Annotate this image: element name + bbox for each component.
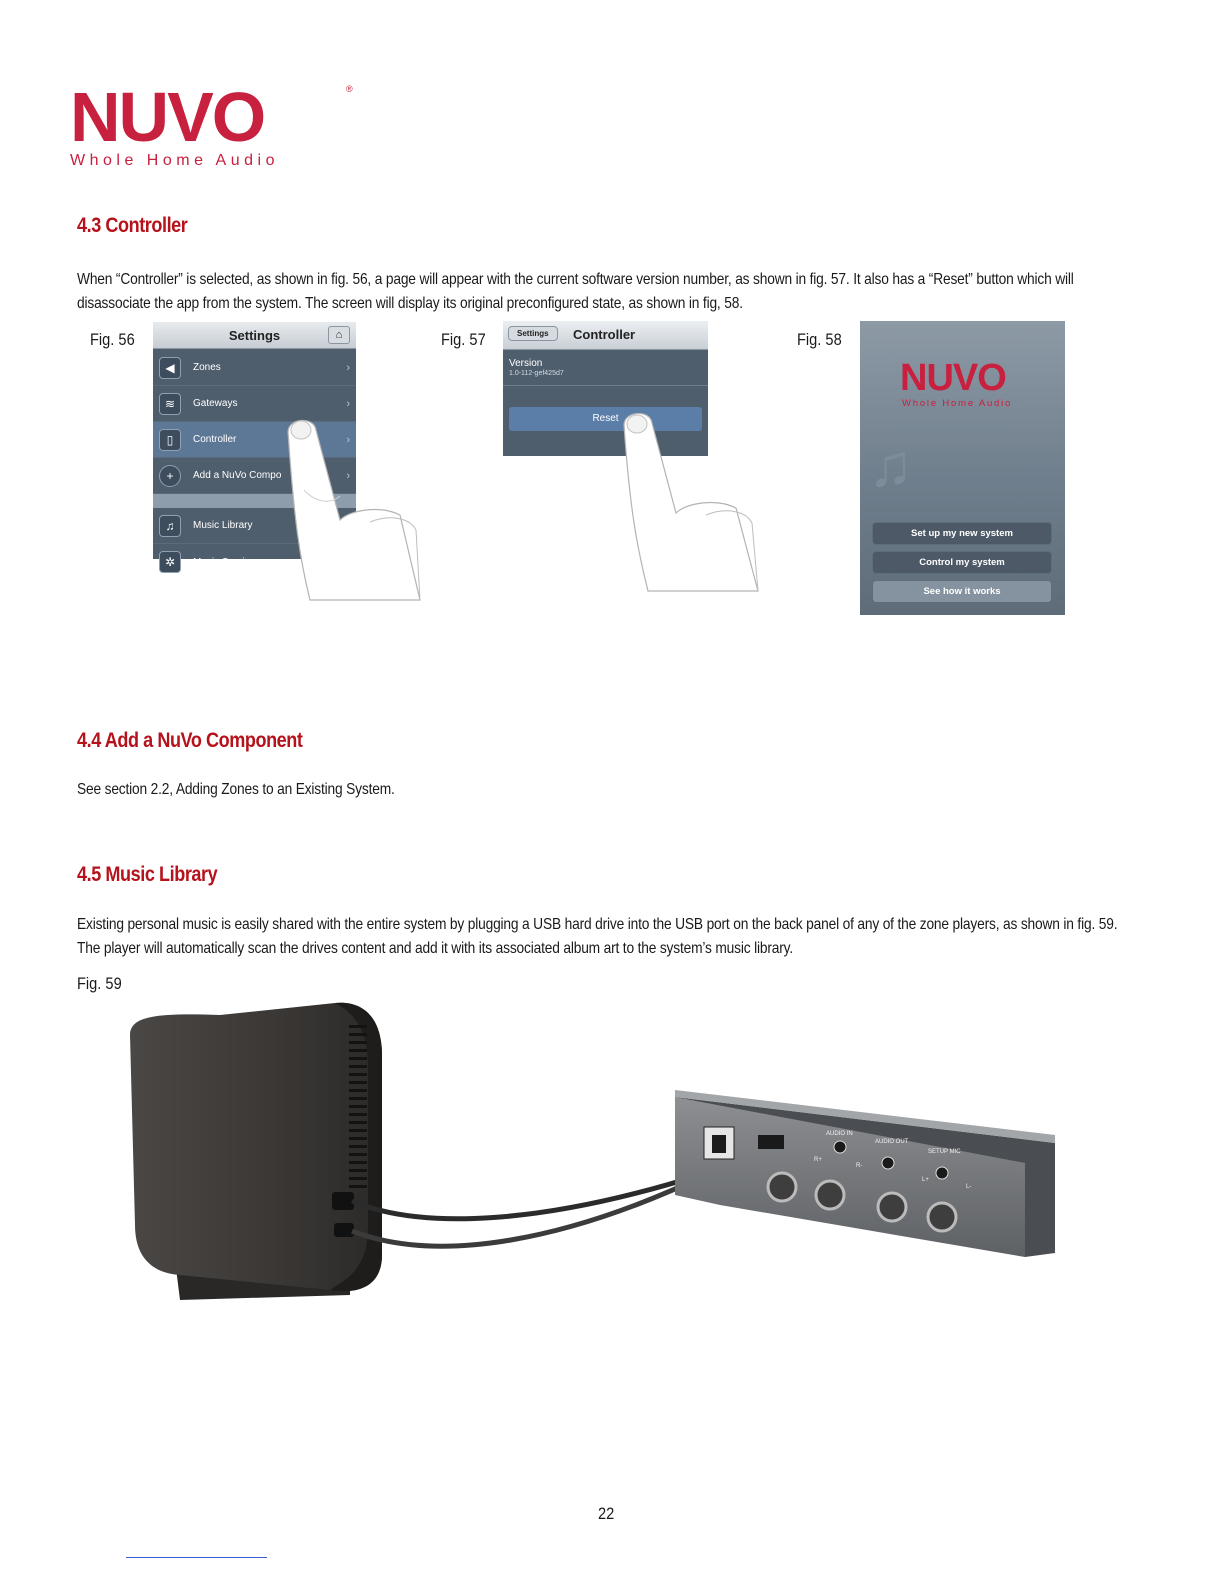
control-my-system-button[interactable]: Control my system [872,551,1052,574]
r-plus-label: R+ [814,1157,822,1163]
wifi-icon: ≋ [159,393,181,415]
fig58-label: Fig. 58 [797,330,842,349]
fig56-label: Fig. 56 [90,330,135,349]
fig56-row-label: Music Library [193,520,253,531]
brand-tagline: Whole Home Audio [70,152,279,169]
fig57-label: Fig. 57 [441,330,486,349]
heading-add-component: 4.4 Add a NuVo Component [77,729,303,752]
music-para-line2: The player will automatically scan the drives content and add it with its associated album art to the system’s music library. [77,940,794,957]
setup-new-system-button[interactable]: Set up my new system [872,522,1052,545]
fig56-row-label: Gateways [193,398,238,409]
fig56-row-zones[interactable] [153,350,356,386]
fig56-row-label: Zones [193,362,221,373]
fig56-row-label: Music Services [193,556,261,568]
l-plus-label: L+ [922,1177,929,1183]
fig57-title: Controller [573,327,636,342]
version-label: Version [509,358,543,369]
divider [503,385,708,386]
speaker-icon: ◀ [159,357,181,379]
speaker-terminal [928,1203,956,1231]
music-para-line1: Existing personal music is easily shared with the entire system by plugging a USB hard drive into the USB port on the back panel of any of the zone players, as shown in fig. 59. [77,916,1118,933]
audio-out-label: AUDIO OUT [875,1139,909,1145]
see-how-it-works-button[interactable]: See how it works [872,580,1052,603]
fig56-row-label: Add a NuVo Compo [193,470,282,481]
fig58-welcome-screen [860,321,1065,615]
audio-in-jack [834,1141,846,1153]
power-plug [334,1223,354,1237]
chevron-right-icon: › [346,361,350,374]
usb-drive-illustration [120,995,1065,1300]
drive-vents [349,1025,367,1188]
music-note-icon: ♫ [159,515,181,537]
music-notes-decoration: ♫ [868,432,913,499]
ethernet-cable [352,1173,710,1246]
pointing-hand-illustration [270,410,425,602]
home-icon[interactable]: ⌂ [328,326,350,344]
speaker-terminal [878,1193,906,1221]
controller-paragraph [77,268,1135,316]
reset-button[interactable]: Reset [509,407,702,431]
heading-music-library: 4.5 Music Library [77,863,218,886]
fig56-navbar [153,322,356,349]
fig56-row-label: Controller [193,434,237,445]
setup-mic-jack [936,1167,948,1179]
usb-cable [352,1175,700,1219]
fig59-label: Fig. 59 [77,974,122,993]
setup-mic-label: SETUP MIC [928,1149,961,1155]
back-button[interactable]: Settings [508,326,558,341]
controller-para-line2: disassociate the app from the system. The screen will display its original preconfigured state, as shown in fig, 58. [77,295,743,312]
fig58-tagline: Whole Home Audio [902,398,1013,409]
brand-logo [70,78,353,170]
speaker-terminal [768,1173,796,1201]
audio-out-jack [882,1157,894,1169]
usb-plug-drive [332,1192,354,1210]
plus-circle-icon: + [159,465,181,487]
chevron-right-icon: › [346,469,350,482]
l-minus-label: L- [966,1184,972,1190]
add-component-paragraph: See section 2.2, Adding Zones to an Existing System. [77,781,395,798]
phone-icon: ▯ [159,429,181,451]
heading-controller: 4.3 Controller [77,214,188,237]
pointing-hand-illustration [610,405,760,593]
zone-player-back-panel [675,1090,1055,1257]
hard-drive [130,1003,382,1300]
chevron-right-icon: › [346,433,350,446]
fig57-navbar [503,321,708,350]
footnote-rule [126,1557,267,1558]
fig56-title: Settings [228,327,281,343]
usb-port [758,1135,784,1149]
page-number: 22 [598,1504,615,1523]
registered-mark: ® [346,84,353,94]
version-value: 1.0-112-gef425d7 [509,370,564,377]
r-minus-label: R- [856,1163,863,1169]
music-library-paragraph [77,913,1135,961]
speaker-terminal [816,1181,844,1209]
fig58-brand: NUVO [900,357,1006,399]
audio-in-label: AUDIO IN [826,1131,853,1137]
chevron-right-icon: › [346,397,350,410]
brand-wordmark: NUVO [70,78,265,156]
gear-icon: ✲ [159,551,181,573]
controller-para-line1: When “Controller” is selected, as shown in fig. 56, a page will appear with the current software version number, as shown in fig. 57. It also has a “Reset” button which will [77,271,1074,288]
